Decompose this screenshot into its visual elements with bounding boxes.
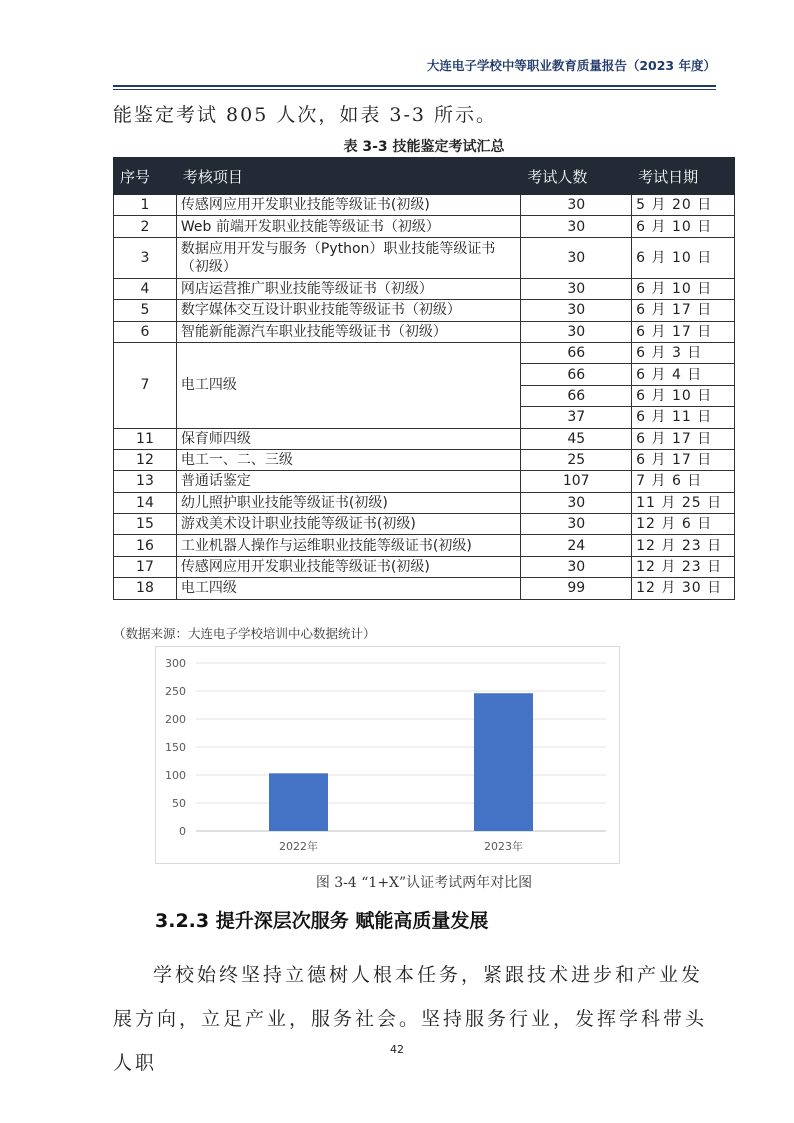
body-paragraph: 学校始终坚持立德树人根本任务，紧跟技术进步和产业发展方向，立足产业，服务社会。坚持服务行业，发挥学科带头人职 [113, 964, 708, 1074]
row-count: 30 [521, 556, 632, 577]
y-tick-label: 250 [165, 685, 186, 698]
row-item: 传感网应用开发职业技能等级证书(初级) [176, 195, 520, 216]
row-number: 11 [114, 428, 177, 449]
y-tick-label: 300 [165, 657, 186, 670]
row-number: 13 [114, 471, 177, 492]
row-count: 30 [521, 321, 632, 342]
row-number: 7 [114, 342, 177, 428]
exam-summary-table [113, 157, 735, 600]
table-row [114, 278, 735, 299]
row-count: 30 [521, 300, 632, 321]
row-number: 16 [114, 535, 177, 556]
row-number: 18 [114, 578, 177, 599]
row-count: 99 [521, 578, 632, 599]
row-date: 12 月 23 日 [632, 535, 735, 556]
row-date: 6 月 10 日 [632, 278, 735, 299]
row-date: 6 月 10 日 [632, 385, 735, 406]
row-date: 6 月 17 日 [632, 321, 735, 342]
row-item: 保育师四级 [176, 428, 520, 449]
row-date: 6 月 10 日 [632, 216, 735, 237]
row-date: 6 月 10 日 [632, 237, 735, 278]
header-cell-item: 考核项目 [176, 158, 520, 195]
row-count: 30 [521, 278, 632, 299]
table-header-row [114, 158, 735, 195]
header-rule [113, 85, 716, 87]
figure-caption: 图 3-4 “1+X”认证考试两年对比图 [315, 875, 533, 891]
row-count: 30 [521, 195, 632, 216]
row-date: 6 月 11 日 [632, 407, 735, 428]
row-count: 37 [521, 407, 632, 428]
table-row [114, 216, 735, 237]
data-source-note: （数据来源：大连电子学校培训中心数据统计） [113, 626, 376, 641]
row-date: 6 月 4 日 [632, 364, 735, 385]
header-cell-count: 考试人数 [521, 158, 632, 195]
row-number: 12 [114, 449, 177, 470]
row-item: Web 前端开发职业技能等级证书（初级） [176, 216, 520, 237]
bar-chart-svg [156, 647, 619, 863]
row-date: 6 月 17 日 [632, 428, 735, 449]
row-number: 1 [114, 195, 177, 216]
table-caption: 表 3-3 技能鉴定考试汇总 [343, 139, 505, 155]
row-item: 电工四级 [176, 342, 520, 428]
header-cell-date: 考试日期 [632, 158, 735, 195]
row-item: 普通话鉴定 [176, 471, 520, 492]
row-count: 66 [521, 385, 632, 406]
row-count: 45 [521, 428, 632, 449]
report-header-title: 大连电子学校中等职业教育质量报告（2023 年度） [426, 58, 716, 73]
row-number: 2 [114, 216, 177, 237]
table-row [114, 535, 735, 556]
row-count: 107 [521, 471, 632, 492]
row-date: 11 月 25 日 [632, 492, 735, 513]
row-number: 4 [114, 278, 177, 299]
row-date: 12 月 23 日 [632, 556, 735, 577]
table-row [114, 195, 735, 216]
row-number: 6 [114, 321, 177, 342]
section-heading: 3.2.3 提升深层次服务 赋能高质量发展 [155, 910, 489, 932]
row-date: 6 月 17 日 [632, 300, 735, 321]
y-tick-label: 0 [179, 825, 186, 838]
bar [269, 773, 328, 831]
table-row [114, 471, 735, 492]
table-row [114, 428, 735, 449]
header-rule-thin [113, 89, 716, 90]
bar [474, 693, 533, 831]
row-date: 6 月 17 日 [632, 449, 735, 470]
row-count: 30 [521, 216, 632, 237]
row-count: 24 [521, 535, 632, 556]
page-number: 42 [390, 1043, 404, 1056]
header-cell-no: 序号 [114, 158, 177, 195]
y-tick-label: 100 [165, 769, 186, 782]
y-tick-label: 200 [165, 713, 186, 726]
row-item: 电工四级 [176, 578, 520, 599]
row-count: 30 [521, 514, 632, 535]
row-item: 工业机器人操作与运维职业技能等级证书(初级) [176, 535, 520, 556]
row-count: 30 [521, 492, 632, 513]
table-row [114, 237, 735, 278]
comparison-chart [155, 646, 620, 864]
table-row [114, 321, 735, 342]
row-item: 游戏美术设计职业技能等级证书(初级) [176, 514, 520, 535]
row-count: 25 [521, 449, 632, 470]
row-item: 智能新能源汽车职业技能等级证书（初级） [176, 321, 520, 342]
row-number: 5 [114, 300, 177, 321]
row-number: 15 [114, 514, 177, 535]
table-body [114, 195, 735, 600]
y-tick-label: 50 [172, 797, 186, 810]
y-tick-label: 150 [165, 741, 186, 754]
row-item: 数据应用开发与服务（Python）职业技能等级证书（初级） [176, 237, 520, 278]
row-date: 6 月 3 日 [632, 342, 735, 363]
table-row [114, 556, 735, 577]
row-date: 12 月 6 日 [632, 514, 735, 535]
intro-text: 能鉴定考试 805 人次，如表 3-3 所示。 [113, 104, 498, 126]
x-tick-label: 2022年 [279, 840, 318, 853]
row-item: 电工一、二、三级 [176, 449, 520, 470]
row-item: 网店运营推广职业技能等级证书（初级） [176, 278, 520, 299]
row-count: 30 [521, 237, 632, 278]
table-row [114, 578, 735, 599]
row-number: 17 [114, 556, 177, 577]
row-number: 3 [114, 237, 177, 278]
row-item: 传感网应用开发职业技能等级证书(初级) [176, 556, 520, 577]
x-tick-label: 2023年 [484, 840, 523, 853]
table-row [114, 300, 735, 321]
table-row [114, 449, 735, 470]
row-date: 7 月 6 日 [632, 471, 735, 492]
row-item: 幼儿照护职业技能等级证书(初级) [176, 492, 520, 513]
row-count: 66 [521, 342, 632, 363]
table-row [114, 492, 735, 513]
row-date: 12 月 30 日 [632, 578, 735, 599]
row-count: 66 [521, 364, 632, 385]
table-row [114, 514, 735, 535]
row-item: 数字媒体交互设计职业技能等级证书（初级） [176, 300, 520, 321]
row-number: 14 [114, 492, 177, 513]
row-date: 5 月 20 日 [632, 195, 735, 216]
table-row [114, 342, 735, 363]
